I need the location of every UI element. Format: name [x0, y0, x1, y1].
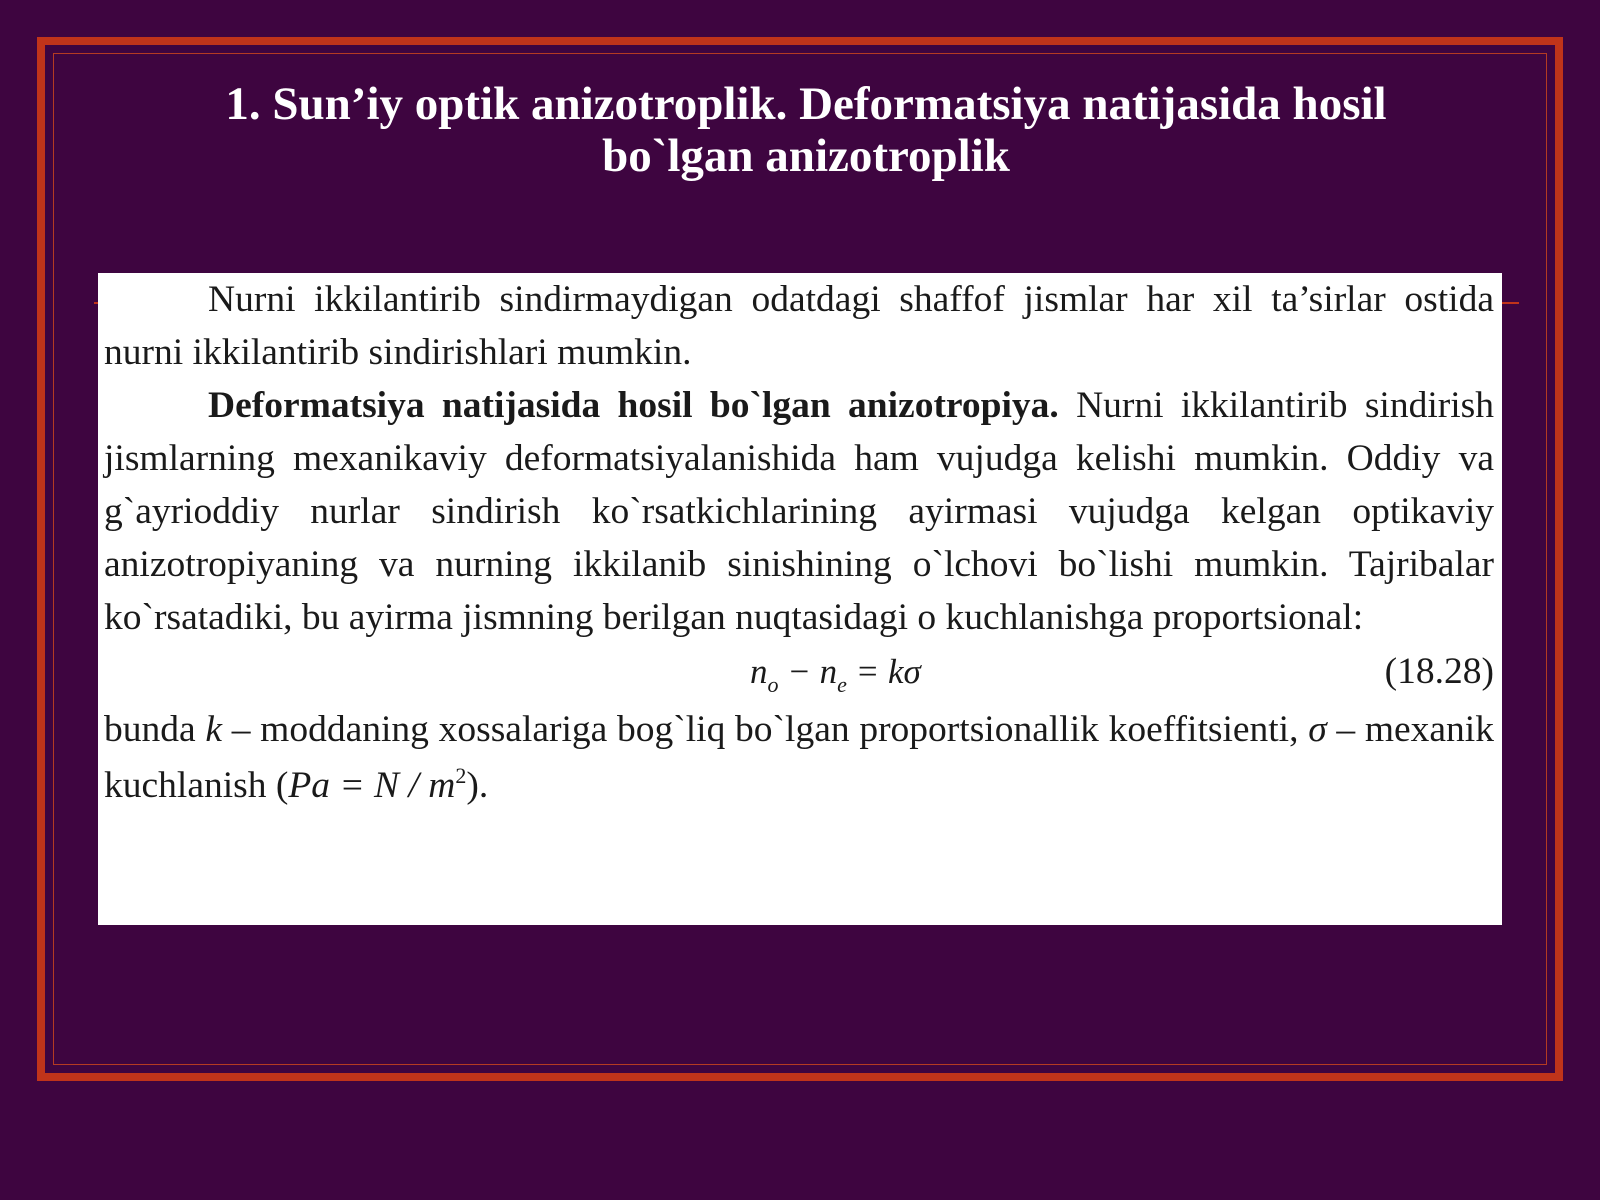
definitions-text-c: – mexanik kuchlanish ( [104, 709, 1494, 806]
equation-n-o: n [750, 652, 768, 691]
equation [750, 646, 921, 698]
unit-formula-base: Pa = N / m [288, 765, 456, 806]
equation-n-e: n [819, 652, 838, 691]
unit-formula [288, 765, 466, 806]
equation-minus: − [778, 652, 820, 691]
definitions-text-d: ). [466, 765, 489, 806]
equation-row [104, 644, 1494, 702]
equation-number: (18.28) [1384, 651, 1494, 692]
slide-title-line1: 1. Sun’iy optik anizotroplik. Deformatsiya natijasida hosil [225, 78, 1387, 130]
paragraph-definitions [104, 702, 1494, 814]
text-box [98, 273, 1502, 925]
equation-sub-e: e [837, 672, 847, 697]
definitions-text-a: bunda [104, 709, 206, 750]
slide-title-line2: bo`lgan anizotroplik [602, 130, 1010, 182]
symbol-sigma: σ [1308, 709, 1327, 750]
equation-rhs: = kσ [846, 652, 921, 691]
symbol-k: k [205, 709, 223, 750]
paragraph-deformation-body: Nurni ikkilantirib sindirish jismlarning mexanikaviy deformatsiyalanishida ham vujudga kelishi mumkin. Oddiy va g`ayrioddiy nurlar sindirish ko`rsatkichlarining ayirmasi vujudga kelgan optikaviy anizotropiyaning va nurning ikkilanib sinishining o`lchovi bo`lishi mumkin. Tajribalar ko`rsatadiki, bu ayirma jismning berilgan nuqtasidagi o kuchlanishga proportsional: [104, 385, 1494, 638]
paragraph-intro: Nurni ikkilantirib sindirmaydigan odatdagi shaffof jismlar har xil ta’sirlar ostida nurni ikkilantirib sindirishlari mumkin. [104, 279, 1494, 373]
term-heading: Deformatsiya natijasida hosil bo`lgan anizotropiya. [208, 385, 1059, 426]
slide-title [100, 78, 1512, 182]
definitions-text-b: – moddaning xossalariga bog`liq bo`lgan proportsionallik koeffitsienti, [222, 709, 1309, 750]
paragraph-deformation [104, 379, 1494, 644]
unit-formula-exponent: 2 [455, 763, 467, 788]
equation-sub-o: o [767, 672, 779, 697]
